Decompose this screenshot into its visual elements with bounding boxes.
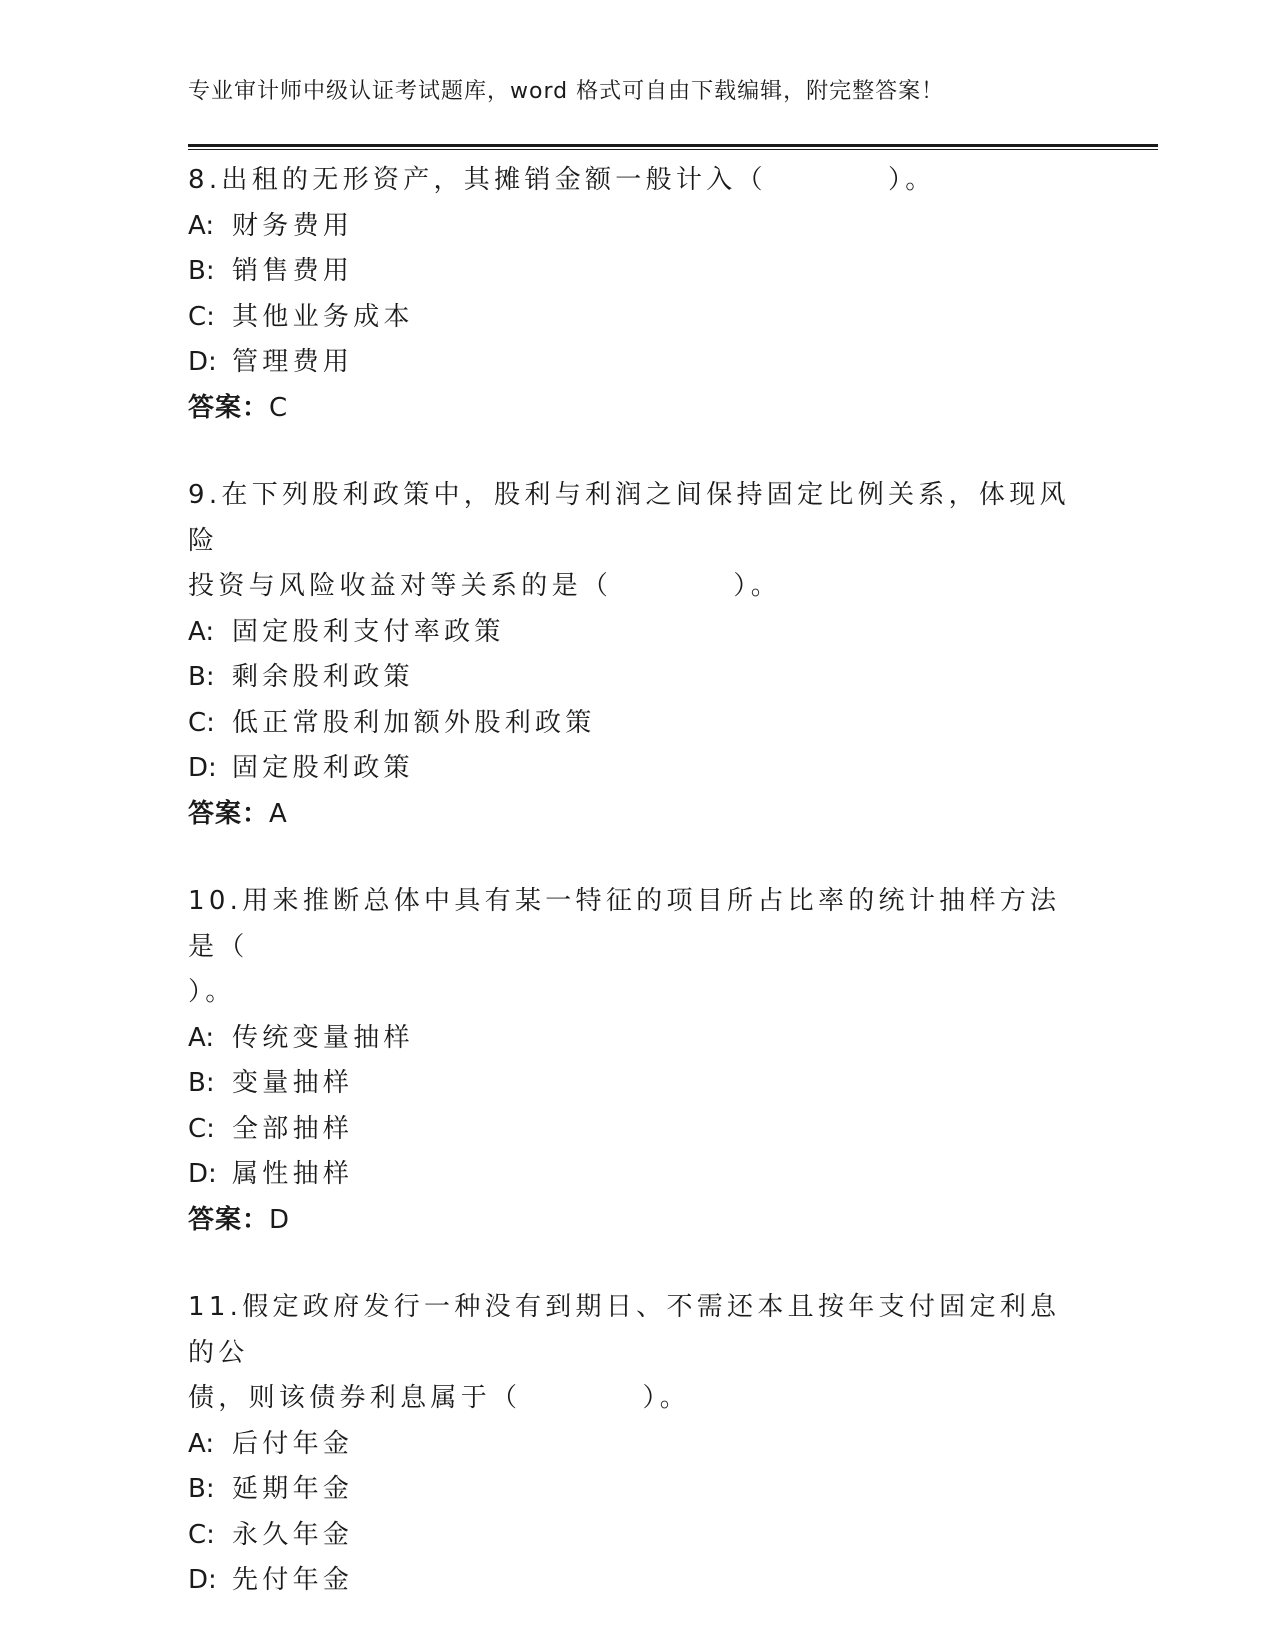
question-stem-line: ）。 <box>188 977 236 1007</box>
option-letter: D: <box>188 347 217 377</box>
option-text: 财务费用 <box>232 210 354 241</box>
answer-label: 答案： <box>188 798 270 829</box>
option-text: 固定股利支付率政策 <box>232 616 505 647</box>
answer-line <box>188 386 1088 432</box>
option-text: 传统变量抽样 <box>232 1022 414 1053</box>
option-text: 剩余股利政策 <box>232 662 414 692</box>
answer-line <box>188 792 1088 838</box>
question-stem-line: 9.在下列股利政策中，股利与利润之间保持固定比例关系，体现风险 <box>188 480 1070 556</box>
option-row <box>188 701 1088 747</box>
option-text: 后付年金 <box>232 1428 354 1459</box>
option-row <box>188 340 1088 386</box>
option-text: 全部抽样 <box>232 1113 354 1144</box>
answer-label: 答案： <box>188 392 270 423</box>
option-letter: B: <box>188 1474 215 1504</box>
option-letter: B: <box>188 256 215 286</box>
option-text: 低正常股利加额外股利政策 <box>232 707 596 738</box>
option-text: 属性抽样 <box>232 1159 354 1189</box>
option-text: 变量抽样 <box>232 1068 354 1098</box>
option-letter: A: <box>188 210 215 241</box>
answer-value: D <box>269 1204 291 1235</box>
option-letter: D: <box>188 753 217 783</box>
question-list <box>188 158 1088 1646</box>
option-letter: A: <box>188 1428 215 1459</box>
option-row <box>188 655 1088 701</box>
answer-value: A <box>269 798 288 829</box>
option-text: 管理费用 <box>232 347 354 377</box>
question-block <box>188 158 1088 431</box>
question-stem-line: 8.出租的无形资产，其摊销金额一般计入（ ）。 <box>188 165 936 195</box>
question-block <box>188 473 1088 837</box>
option-text: 销售费用 <box>232 256 354 286</box>
option-letter: C: <box>188 707 215 738</box>
question-stem-line: 10.用来推断总体中具有某一特征的项目所占比率的统计抽样方法是（ <box>188 886 1061 962</box>
option-row <box>188 1513 1088 1559</box>
option-text: 先付年金 <box>232 1565 354 1595</box>
option-letter: B: <box>188 1068 215 1098</box>
option-letter: C: <box>188 301 215 332</box>
option-row <box>188 610 1088 656</box>
option-letter: B: <box>188 662 215 692</box>
question-block <box>188 1285 1088 1604</box>
option-text: 其他业务成本 <box>232 301 414 332</box>
option-row <box>188 1467 1088 1513</box>
question-stem-line: 债，则该债券利息属于（ ）。 <box>188 1383 691 1413</box>
option-row <box>188 204 1088 250</box>
option-letter: A: <box>188 1022 215 1053</box>
question-stem-line: 11.假定政府发行一种没有到期日、不需还本且按年支付固定利息的公 <box>188 1292 1061 1368</box>
question-stem-line: 投资与风险收益对等关系的是（ ）。 <box>188 571 782 601</box>
answer-line <box>188 1198 1088 1244</box>
option-row <box>188 746 1088 792</box>
option-row <box>188 1558 1088 1604</box>
option-row <box>188 295 1088 341</box>
header-rule-thick <box>188 144 1158 147</box>
option-row <box>188 1061 1088 1107</box>
option-letter: C: <box>188 1519 215 1550</box>
question-block <box>188 879 1088 1243</box>
answer-label: 答案： <box>188 1204 270 1235</box>
option-text: 延期年金 <box>232 1474 354 1504</box>
answer-value: C <box>269 392 289 423</box>
option-text: 固定股利政策 <box>232 753 414 783</box>
option-letter: A: <box>188 616 215 647</box>
option-row <box>188 1422 1088 1468</box>
header-rule-thin <box>188 149 1158 150</box>
option-row <box>188 1152 1088 1198</box>
option-row <box>188 249 1088 295</box>
option-row <box>188 1016 1088 1062</box>
option-text: 永久年金 <box>232 1519 354 1550</box>
page-header: 专业审计师中级认证考试题库，word 格式可自由下载编辑，附完整答案！ <box>188 79 945 104</box>
option-letter: C: <box>188 1113 215 1144</box>
option-row <box>188 1107 1088 1153</box>
option-letter: D: <box>188 1159 217 1189</box>
option-letter: D: <box>188 1565 217 1595</box>
